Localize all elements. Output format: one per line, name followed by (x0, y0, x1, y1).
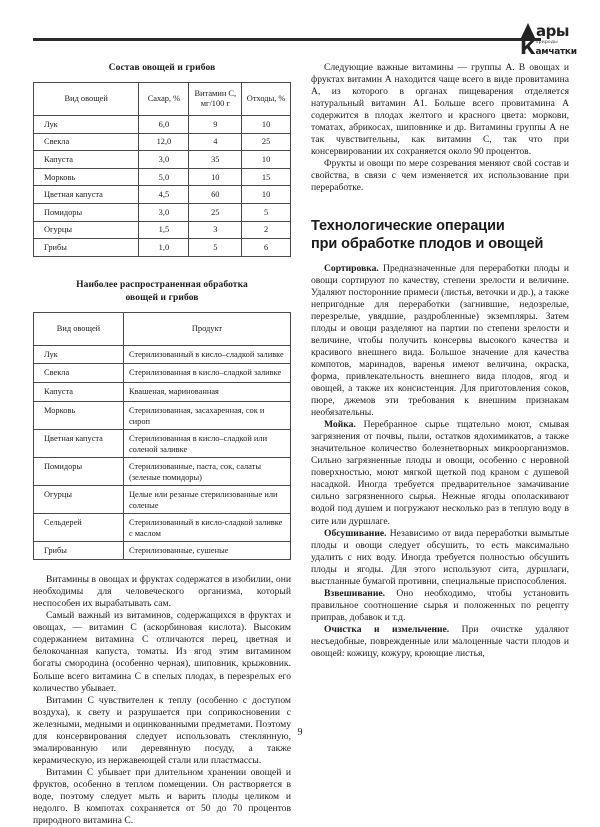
table1-col-vitc: Витамин С, мг/100 г (189, 83, 242, 116)
left-body-text (33, 574, 291, 827)
cell-vitc: 35 (189, 151, 242, 169)
cell-product: Стерилизованная в кисло–сладкой или соленой заливке (123, 429, 290, 457)
table2-title-line2: овощей и грибов (125, 292, 199, 303)
cell-waste: 10 (242, 116, 291, 134)
left-column (33, 62, 291, 827)
cell-name: Помидоры (34, 457, 124, 485)
text-peeling: При очистке удаляют несъедобные, поврежденные или малоценные части плодов и овощей: кожицу, кожуру, кроющие листья, (311, 623, 569, 660)
cell-name: Грибы (34, 541, 124, 560)
cell-product: Целые или резаные стерилизованные или соленые (123, 485, 290, 513)
cell-product: Стерилизованные, сушеные (123, 541, 290, 560)
cell-vitc: 3 (189, 221, 242, 239)
spacer (33, 257, 291, 279)
table2-col-product: Продукт (123, 312, 290, 345)
cell-product: Стерилизованный в кисло–сладкой заливке (123, 345, 290, 364)
cell-name: Цветная капуста (34, 186, 139, 204)
table-row (34, 116, 291, 134)
right-column (311, 62, 569, 660)
logo-small-line: амчатки (535, 47, 577, 57)
table-row (34, 513, 291, 541)
logo-word-top: ары (536, 22, 569, 40)
table-row (34, 203, 291, 221)
table-row (34, 133, 291, 151)
page-columns (33, 62, 569, 827)
table1-body (34, 116, 291, 257)
paragraph-vitamin-c-storage: Витамин С убывает при длительном хранении овощей и фруктов, особенно в теплом помещении. Он растворяется в воде, поэтому следует мыть и варить плоды целиком и недолго. В компотах сохраняется от 50 до 70 процентов природного витамина С. (33, 766, 291, 827)
table-row (34, 401, 291, 429)
paragraph-vitamin-c-sources: Самый важный из витаминов, содержащихся в фруктах и овощах, — витамин С (аскорбиновая кислота). Высоким содержанием витамина С отличаются перец, цветная и белокочанная капуста, томаты. Из ягод этим витамином богаты смородина (особенно черная), шиповник, крыжовник. Больше всего витамина С в спелых плодах, в перезрелых его количество убывает. (33, 610, 291, 694)
table-row (34, 457, 291, 485)
cell-sugar: 1,0 (139, 239, 189, 257)
cell-sugar: 12,0 (139, 133, 189, 151)
table2-col-name: Вид овощей (34, 312, 124, 345)
section-title-line1: Технологические операции (311, 217, 505, 234)
cell-waste: 6 (242, 239, 291, 257)
cell-waste: 10 (242, 151, 291, 169)
lead-sorting: Сортировка. (324, 262, 379, 274)
text-sorting: Предназначенные для переработки плоды и овощи сортируют по качеству, степени зрелости и величине. Удаляют посторонние примеси (листья, веточки и др.), а также непригодные для переработки (загнившие, недозрелые, перезрелые, увядшие, раздробленные) экземпляры. Затем плоды и овощи разделяют на партии по степени зрелости и величине, чтобы получить консервы высокого качества и красивого внешнего вида. Большое значение для качества компотов, маринадов, варенья имеют величина, окраска, форма, привлекательность внешнего вида плодов, ягод и овощей, а также их консистенция. Для приготовления соков, пюре, джемов эти требования к внешним признакам необязательны. (311, 262, 569, 419)
table1-col-waste: Отходы, % (242, 83, 291, 116)
table-row (34, 364, 291, 383)
table2-header-row (34, 312, 291, 345)
table-row (34, 345, 291, 364)
logo-bottom-row (520, 39, 582, 59)
table-row (34, 186, 291, 204)
table2-title-line1: Наиболее распространенная обработка (76, 279, 248, 290)
technological-operations-section (311, 217, 569, 661)
paragraph-vitamins-intro: Витамины в овощах и фруктах содержатся в изобилии, они необходимы для человеческого организма, который неспособен их вырабатывать сам. (33, 574, 291, 610)
cell-name: Капуста (34, 382, 124, 401)
cell-name: Лук (34, 345, 124, 364)
cell-name: Помидоры (34, 203, 139, 221)
paragraph-weighing (311, 588, 569, 624)
text-drying: Независимо от вида переработки вымытые плоды и овощи следует обсушить, то есть максимально удалить с них воду. Иногда требуется полностью обсушить плоды и ягоды. Для этого используют сита, дуршлаги, выстланные бумагой противни, специальные приспособления. (311, 527, 569, 587)
cell-waste: 2 (242, 221, 291, 239)
cell-vitc: 9 (189, 116, 242, 134)
cell-name: Морковь (34, 401, 124, 429)
logo-letter-k: К (520, 37, 536, 59)
cell-sugar: 1,5 (139, 221, 189, 239)
cell-name: Лук (34, 116, 139, 134)
table-row (34, 541, 291, 560)
cell-name: Огурцы (34, 485, 124, 513)
table-row (34, 382, 291, 401)
brand-logo (520, 21, 582, 61)
section-title (311, 217, 569, 253)
cell-vitc: 25 (189, 203, 242, 221)
vegetable-processing-table (33, 312, 291, 560)
lead-washing: Мойка. (324, 419, 356, 431)
cell-name: Огурцы (34, 221, 139, 239)
cell-name: Свекла (34, 364, 124, 383)
cell-sugar: 5,0 (139, 168, 189, 186)
cell-name: Грибы (34, 239, 139, 257)
cell-product: Квашеная, маринованная (123, 382, 290, 401)
logo-tiny-line: природы (535, 40, 558, 45)
cell-sugar: 3,0 (139, 203, 189, 221)
table-row (34, 151, 291, 169)
table-row (34, 485, 291, 513)
paragraph-washing (311, 419, 569, 527)
paragraph-peeling (311, 624, 569, 660)
table1-header-row (34, 83, 291, 116)
page-number: 9 (297, 727, 303, 738)
paragraph-vitamin-c-sensitivity: Витамин С чувствителен к теплу (особенно с доступом воздуха), к свету и разрушается при соприкосновении с железными, медными и оцинкованными предметами. Поэтому для консервирования следует использовать стеклянную, эмалированную или деревянную посуду, а также керамическую, из нержавеющей стали или пластмассы. (33, 694, 291, 766)
table1-col-name: Вид овощей (34, 83, 139, 116)
cell-name: Морковь (34, 168, 139, 186)
table-row (34, 168, 291, 186)
cell-name: Цветная капуста (34, 429, 124, 457)
paragraph-ripening: Фрукты и овощи по мере созревания меняют свой состав и свойства, в связи с чем изменяется их использование при переработке. (311, 158, 569, 194)
table1-col-sugar: Сахар, % (139, 83, 189, 116)
cell-waste: 25 (242, 133, 291, 151)
table1-title: Состав овощей и грибов (108, 63, 216, 73)
paragraph-vitamin-a (311, 62, 569, 158)
cell-vitc: 4 (189, 133, 242, 151)
table2-title (33, 279, 291, 305)
table-row (34, 429, 291, 457)
paragraph-drying (311, 528, 569, 588)
vegetable-composition-table (33, 82, 291, 257)
table-row (34, 221, 291, 239)
table2-body (34, 345, 291, 559)
cell-waste: 15 (242, 168, 291, 186)
text-washing: Перебранное сырье тщательно моют, смывая загрязнения от почвы, пыли, остатков ядохимикатов, а также значительное количество болезнетворных микроорганизмов. Сильно загрязненные плоды и овощи, особенно с неровной поверхностью, моют мягкой щеткой под краном с душевой насадкой. Иногда требуется предварительное замачивание сильно загрязненного сырья. Нежные ягоды ополаскивают водой под душем и погружают несколько раз в теплую воду в сите или дуршлаге. (311, 419, 569, 527)
cell-sugar: 6,0 (139, 116, 189, 134)
table-row (34, 239, 291, 257)
cell-vitc: 5 (189, 239, 242, 257)
section-title-line2: при обработке плодов и овощей (311, 235, 544, 252)
lead-drying: Обсушивание. (324, 527, 387, 539)
cell-product: Стерилизованная в кисло–сладкой заливке (123, 364, 290, 383)
cell-product: Стерилизованные, паста, сок, салаты (зеленые помидоры) (123, 457, 290, 485)
masthead (33, 22, 582, 60)
cell-waste: 5 (242, 203, 291, 221)
logo-sub-lines (536, 39, 577, 56)
lead-weighing: Взвешивание. (324, 587, 386, 599)
cell-name: Сельдерей (34, 513, 124, 541)
cell-vitc: 10 (189, 168, 242, 186)
cell-product: Стерилизованная, засахаренная, сок и сироп (123, 401, 290, 429)
cell-waste: 10 (242, 186, 291, 204)
paragraph-sorting (311, 263, 569, 420)
cell-product: Стерилизованный в кисло-сладкой заливке с маслом (123, 513, 290, 541)
lead-peeling: Очистка и измельчение. (324, 623, 450, 635)
cell-sugar: 4,5 (139, 186, 189, 204)
cell-sugar: 3,0 (139, 151, 189, 169)
cell-name: Свекла (34, 133, 139, 151)
cell-name: Капуста (34, 151, 139, 169)
paragraph-vitamin-a-text: Следующие важные витамины — группы А. В овощах и фруктах витамин А находится чаще всего в виде провитамина А, из которого в органах пищеварения отделяется натуральный витамин А1. Больше всего провитамина А содержится в плодах желтого и красного цвета: моркови, томатах, абрикосах, шиповнике и др. Витамины группы А не так чувствительны, как витамин С, так что при консервировании их сохраняется около 90 процентов. (311, 62, 569, 158)
header-rule (33, 38, 541, 41)
text-weighing: Оно необходимо, чтобы установить правильное соотношение сырья и положенных по рецепту приправ, добавок и т.д. (311, 587, 569, 623)
cell-vitc: 60 (189, 186, 242, 204)
